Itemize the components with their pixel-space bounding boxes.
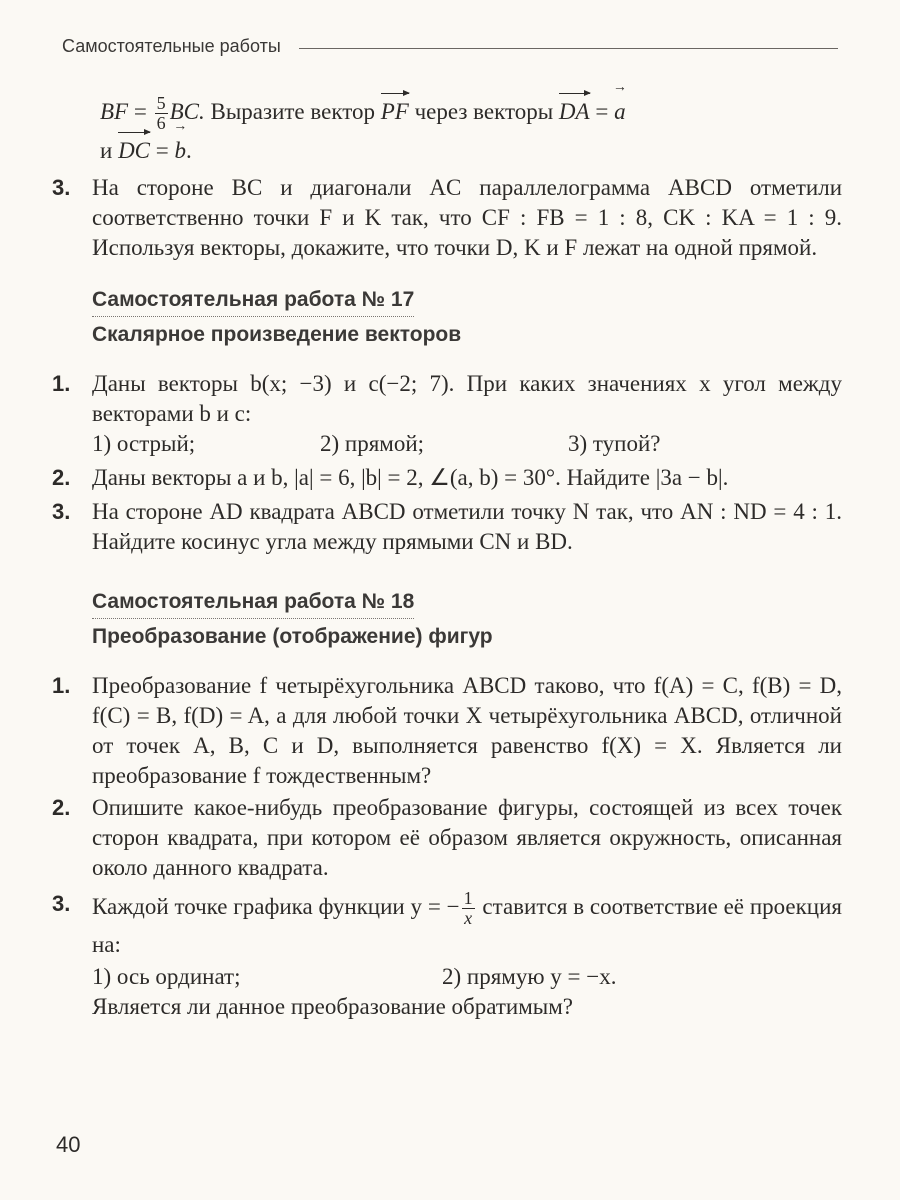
- vec-label: DC: [118, 138, 151, 164]
- section-number: Самостоятельная работа № 18: [92, 587, 414, 619]
- task-text: Опишите какое-нибудь преобразование фигуры, состоящей из всех точек сторон квадрата, при котором её образом является окружность, описанная около данного квадрата.: [92, 795, 842, 881]
- frac-num: 1: [463, 888, 473, 909]
- page-content: [52, 88, 842, 1022]
- vector-pf: [381, 94, 409, 130]
- option: 1) острый;: [92, 431, 196, 457]
- task-number: 1.: [52, 371, 71, 397]
- option: 2) прямой;: [320, 431, 425, 457]
- vector-b: → b: [175, 133, 187, 169]
- text: через векторы: [408, 99, 559, 124]
- section-title: Преобразование (отображение) фигур: [92, 625, 493, 649]
- option: 3) тупой?: [568, 431, 661, 457]
- task-18-3-options: [52, 962, 842, 992]
- text: =: [150, 138, 175, 164]
- frac-num: 5: [156, 93, 166, 114]
- text: ставится в соответствие её проекция на:: [92, 894, 842, 958]
- task-17-1-options: [52, 429, 842, 459]
- task-text: Даны векторы b(x; −3) и c(−2; 7). При каких значениях x угол между векторами b и c:: [92, 371, 842, 427]
- task-text: На стороне AD квадрата ABCD отметили точку N так, что AN : ND = 4 : 1. Найдите косинус угла между прямыми CN и BD.: [92, 499, 842, 555]
- task-18-3: [52, 889, 842, 962]
- task-17-2: [52, 463, 842, 493]
- task-17-1: [52, 369, 842, 429]
- prev-task-continuation: BF = $\frac{5}{6}$ BC. Выразите вектор PF через векторы DA = → a и DC = → b.: [52, 94, 842, 169]
- task-text: На стороне BC и диагонали AC параллелограмма ABCD отметили соответственно точки F и K так, что CF : FB = 1 : 8, CK : KA = 1 : 9. Используя векторы, докажите, что точки D, K и F лежат на одной прямой.: [92, 175, 842, 261]
- header-rule: [299, 48, 838, 49]
- task-number: 3.: [52, 175, 71, 201]
- task-number: 3.: [52, 499, 71, 525]
- vector-da: [559, 94, 590, 130]
- text: Выразите вектор: [204, 99, 381, 124]
- vec-label: DA: [558, 99, 590, 124]
- section-18-tasks: [52, 671, 842, 1022]
- task-18-3-question: Является ли данное преобразование обратимым?: [92, 994, 574, 1020]
- section-17-heading: [52, 285, 842, 351]
- task-17-3: [52, 497, 842, 557]
- vec-label: PF: [380, 99, 409, 124]
- fraction-5-6: [155, 94, 168, 133]
- task-text: Преобразование f четырёхугольника ABCD таково, что f(A) = C, f(B) = D, f(C) = B, f(D) = A, а для любой точки X четырёхугольника ABCD, отличной от точек A, B, C и D, выполняется равенство f(X) = X. Является ли преобразование f тождественным?: [92, 673, 842, 789]
- option: 1) ось ординат;: [92, 964, 241, 990]
- task-18-2: [52, 793, 842, 883]
- running-head-title: Самостоятельные работы: [62, 36, 281, 56]
- prev-task-3: [52, 173, 842, 263]
- task-number: 2.: [52, 795, 71, 821]
- vector-arrow-icon: [118, 132, 150, 133]
- option: 2) прямую y = −x.: [442, 964, 617, 990]
- page-number: 40: [56, 1132, 81, 1157]
- fraction-1-x: [462, 889, 475, 928]
- section-18-heading: [52, 587, 842, 653]
- math-bc: BC.: [169, 99, 205, 124]
- task-number: 1.: [52, 673, 71, 699]
- vector-dc: [118, 133, 150, 169]
- vector-a: → a: [614, 94, 626, 130]
- vector-arrow-icon: [381, 93, 409, 94]
- section-title: Скалярное произведение векторов: [92, 323, 462, 347]
- frac-den: x: [464, 908, 473, 929]
- running-head: [62, 36, 838, 57]
- text: .: [186, 138, 192, 164]
- text: и: [100, 138, 119, 164]
- vector-arrow-icon: [559, 93, 590, 94]
- frac-den: 6: [156, 113, 166, 134]
- section-17-tasks: [52, 369, 842, 557]
- section-number: Самостоятельная работа № 17: [92, 285, 414, 317]
- math-bf: BF: [100, 99, 129, 124]
- text: Каждой точке графика функции y = −: [92, 894, 460, 919]
- task-18-1: [52, 671, 842, 791]
- text: =: [589, 99, 615, 124]
- task-text: Даны векторы a и b, |a| = 6, |b| = 2, ∠(a, b) = 30°. Найдите |3a − b|.: [92, 465, 729, 491]
- task-number: 3.: [52, 891, 71, 917]
- task-text: [92, 889, 842, 962]
- task-number: 2.: [52, 465, 71, 491]
